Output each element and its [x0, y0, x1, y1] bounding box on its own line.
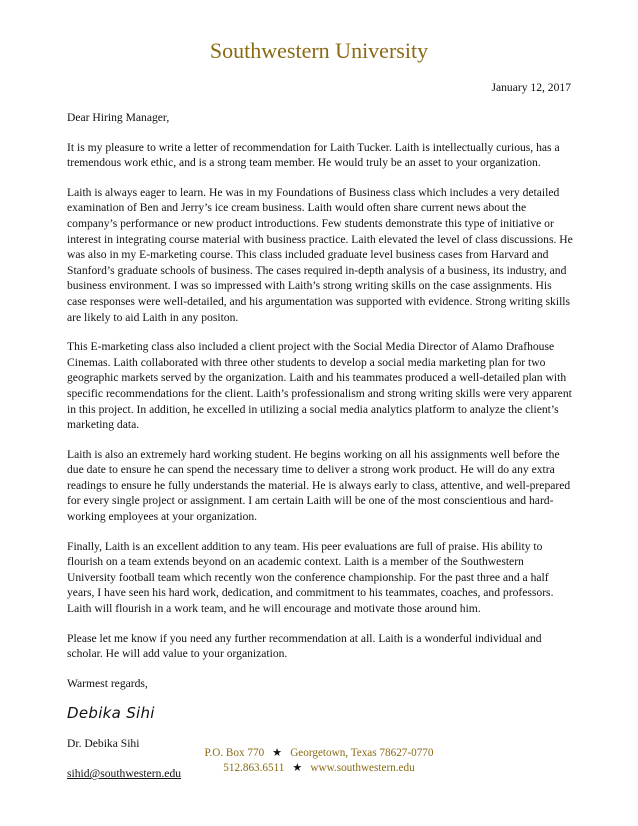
paragraph-work-ethic: Laith is also an extremely hard working student. He begins working on all his assignments well before the due date to ensure he can spend the necessary time to deliver a strong work product. He will do any extra readings to ensure he fully understands the material. He is always early to class, attentive, and well-prepared for every single project or assignment. I am certain Laith will be one of the most conscientious and hard-working employees at your organization. [67, 447, 571, 524]
signer-email-link[interactable]: sihid@southwestern.edu [67, 767, 182, 780]
letterhead-title: Southwestern University [209, 38, 429, 63]
footer-city: Georgetown, Texas 78627-0770 [290, 747, 434, 759]
paragraph-client-project: This E-marketing class also included a client project with the Social Media Director of Alamo Drafhouse Cinemas. Laith collaborated with three other students to develop a social media marketing plan for two geographic markets served by the organization. Laith and his teammates produced a well-detailed plan with specific recommendations for the client. Laith’s professionalism and strong writing skills were very apparent in this project. In addition, he excelled in utilizing a social media analytics platform to analyze the client’s marketing data. [67, 340, 572, 432]
salutation: Dear Hiring Manager, [67, 111, 170, 124]
paragraph-learning: Laith is always eager to learn. He was in my Foundations of Business class which includes a very detailed examination of Ben and Jerry’s ice cream business. Laith would often share current news about the company’s performance or new product introductions. Few students demonstrate this type of initiative or interest in integrating course material with business practice. Laith elevated the level of class discussions. He was also in my E-marketing course. This class included graduate level business cases from Harvard and Stanford’s graduate schools of business. The cases required in-depth analysis of a business, its industry, and business environment. I was so impressed with Laith’s strong writing skills on the case assignments. His case responses were well-detailed, and his argumentation was supported with evidence. Strong writing skills are likely to aid Laith in any positon. [67, 185, 573, 324]
star-icon: ★ [292, 762, 303, 774]
footer-website-link[interactable]: www.southwestern.edu [310, 762, 415, 774]
paragraph-intro: It is my pleasure to write a letter of recommendation for Laith Tucker. Laith is intellectually curious, has a tremendous work ethic, and is a strong team member. He would truly be an asset to your organization. [67, 140, 560, 170]
star-icon: ★ [272, 747, 283, 759]
letter-date: January 12, 2017 [491, 81, 571, 94]
footer-line-contact [0, 761, 638, 776]
handwritten-signature: Debika Sihi [67, 704, 155, 723]
paragraph-closing: Please let me know if you need any further recommendation at all. Laith is a wonderful individual and scholar. He will add value to your organization. [67, 631, 542, 661]
paragraph-teamwork: Finally, Laith is an excellent addition to any team. His peer evaluations are full of praise. His ability to flourish on a team extends beyond on an academic context. Laith is a member of the Southwestern University football team which recently won the conference championship. For the past three and a half years, I have seen his hard work, dedication, and commitment to his teammates, coaches, and professors. Laith will flourish in a work team, and he will encourage and motivate those around him. [67, 539, 554, 616]
footer-phone: 512.863.6511 [223, 762, 285, 774]
footer-line-address [0, 746, 638, 761]
letterhead-footer [0, 746, 638, 776]
signer-name: Dr. Debika Sihi [67, 737, 140, 751]
valediction: Warmest regards, [67, 676, 148, 690]
footer-po-box: P.O. Box 770 [204, 747, 265, 759]
letter-body [67, 110, 573, 796]
